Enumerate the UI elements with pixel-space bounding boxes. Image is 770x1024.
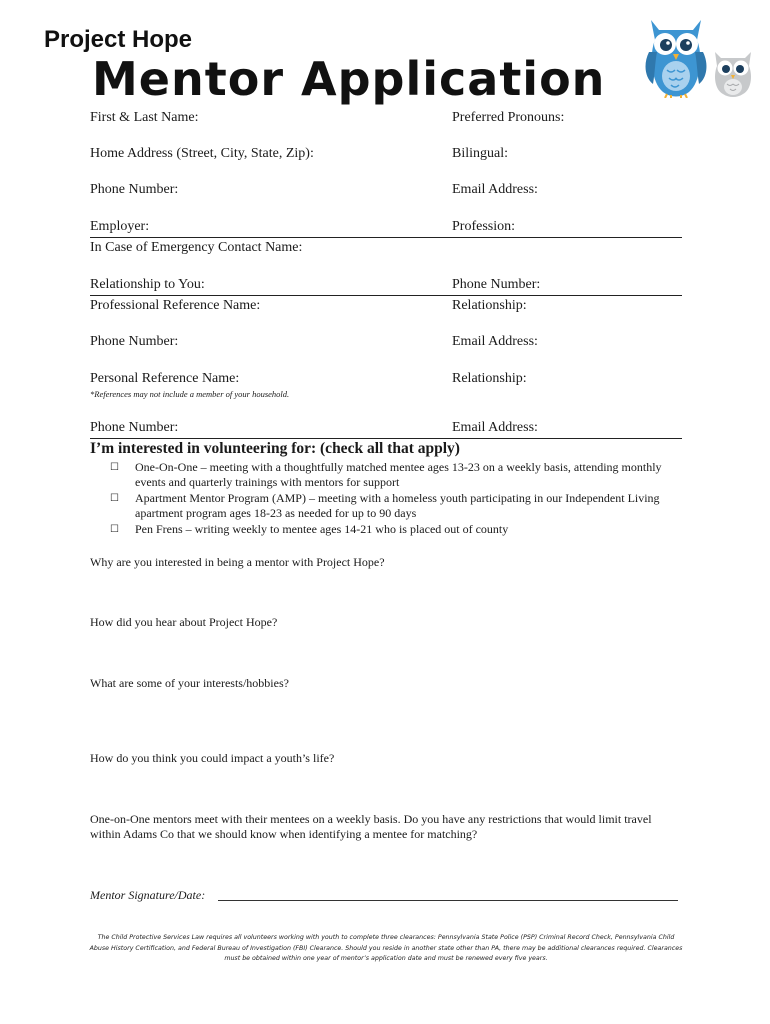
question-hear: How did you hear about Project Hope? bbox=[90, 615, 278, 629]
field-phone-label: Phone Number: bbox=[90, 182, 179, 197]
field-pers-ref-phone-label: Phone Number: bbox=[90, 420, 179, 435]
field-bilingual-label: Bilingual: bbox=[452, 146, 508, 161]
field-pro-ref-email-label: Email Address: bbox=[452, 334, 538, 349]
section-divider bbox=[90, 438, 682, 439]
field-pers-ref-email-label: Email Address: bbox=[452, 420, 538, 435]
section-divider bbox=[90, 237, 682, 238]
field-email-label: Email Address: bbox=[452, 182, 538, 197]
field-pro-ref-phone-label: Phone Number: bbox=[90, 334, 179, 349]
option-label: Apartment Mentor Program (AMP) – meeting with a homeless youth participating in our Independent Living apartment program ages 18-23 as needed for up to 90 days bbox=[135, 491, 660, 520]
field-address-label: Home Address (Street, City, State, Zip): bbox=[90, 146, 314, 161]
field-emergency-relationship-label: Relationship to You: bbox=[90, 277, 205, 292]
reference-note: *References may not include a member of your household. bbox=[90, 389, 290, 399]
field-pro-ref-relationship-label: Relationship: bbox=[452, 298, 527, 313]
field-profession-label: Profession: bbox=[452, 219, 515, 234]
signature-line[interactable] bbox=[218, 900, 678, 901]
field-pers-ref-relationship-label: Relationship: bbox=[452, 371, 527, 386]
question-why: Why are you interested in being a mentor with Project Hope? bbox=[90, 555, 385, 569]
checkbox-amp[interactable]: ☐ bbox=[110, 493, 119, 504]
question-impact: How do you think you could impact a youth’s life? bbox=[90, 751, 335, 765]
volunteer-heading: I’m interested in volunteering for: (check all that apply) bbox=[90, 440, 460, 457]
option-label: One-On-One – meeting with a thoughtfully matched mentee ages 13-23 on a weekly basis, attending monthly events and quarterly trainings with mentors for support bbox=[135, 460, 662, 489]
question-interests: What are some of your interests/hobbies? bbox=[90, 676, 289, 690]
page-title: Mentor Application bbox=[92, 52, 606, 106]
signature-label: Mentor Signature/Date: bbox=[90, 888, 206, 902]
section-divider bbox=[90, 295, 682, 296]
field-emergency-phone-label: Phone Number: bbox=[452, 277, 541, 292]
question-restrictions: One-on-One mentors meet with their mentees on a weekly basis. Do you have any restrictions that would limit travel within Adams Co that we should know when identifying a mentee for matching? bbox=[90, 812, 652, 841]
owl-large-icon bbox=[646, 20, 707, 98]
owl-small-icon bbox=[715, 52, 751, 97]
field-pro-ref-name-label: Professional Reference Name: bbox=[90, 298, 261, 313]
field-pronouns-label: Preferred Pronouns: bbox=[452, 110, 565, 125]
field-pers-ref-name-label: Personal Reference Name: bbox=[90, 371, 240, 386]
field-emergency-name-label: In Case of Emergency Contact Name: bbox=[90, 240, 303, 255]
footer-clearance-note: The Child Protective Services Law requires all volunteers working with youth to complete three clearances: Pennsylvania State Police (PSP) Criminal Record Check, Pennsylvania Child Abuse History Certification, and Federal Bureau of Investigation (FBI) Clearance. Should you reside in another state other than PA, there may be additional clearances required. Clearances must be obtained within one year of mentor’s application date and must be renewed every five years. bbox=[89, 934, 683, 962]
field-employer-label: Employer: bbox=[90, 219, 150, 234]
option-label: Pen Frens – writing weekly to mentee ages 14-21 who is placed out of county bbox=[135, 522, 509, 536]
field-name-label: First & Last Name: bbox=[90, 110, 199, 125]
checkbox-one-on-one[interactable]: ☐ bbox=[110, 462, 119, 473]
org-name: Project Hope bbox=[44, 26, 193, 53]
checkbox-pen-frens[interactable]: ☐ bbox=[110, 524, 119, 535]
owl-logo bbox=[645, 12, 757, 98]
